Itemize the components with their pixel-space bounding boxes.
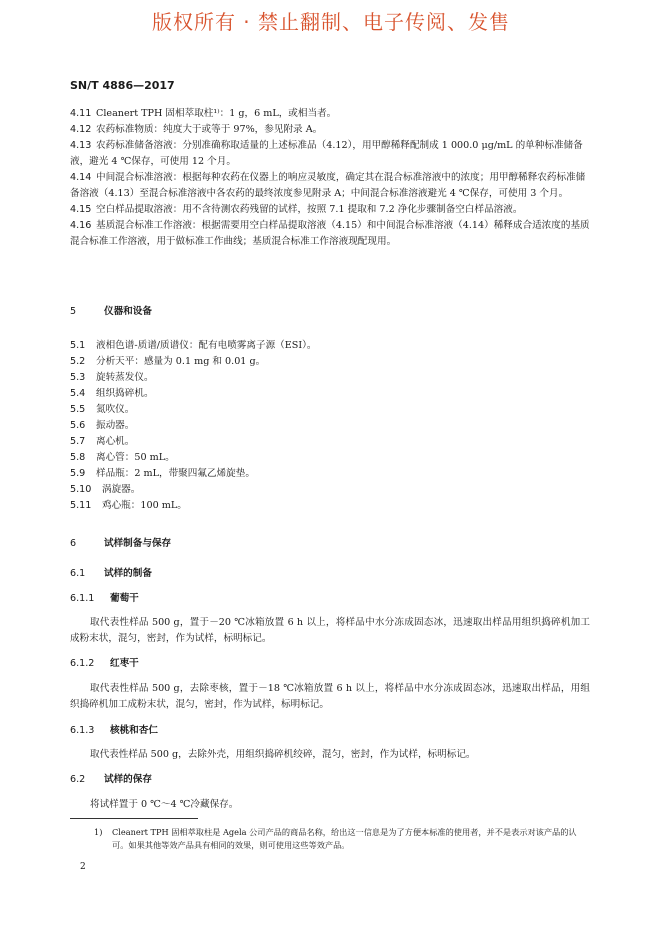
footnote-divider: [70, 818, 198, 819]
section-title: 核桃和杏仁: [110, 725, 158, 736]
clause-5-10: [70, 482, 590, 498]
section-number: 6.1: [70, 568, 86, 579]
clause-text: 鸡心瓶：100 mL。: [102, 500, 187, 511]
section-5-heading: [70, 304, 590, 320]
section-5-items: [70, 338, 590, 514]
clause-number: 5.9: [70, 468, 86, 479]
section-number: 6.1.3: [70, 725, 95, 736]
clause-5-7: [70, 434, 590, 450]
section-number: 6.2: [70, 774, 86, 785]
section-title: 红枣干: [110, 658, 139, 669]
subsection-6-1-heading: [70, 566, 590, 582]
footnote-number: 1): [94, 827, 103, 837]
section-4-items: [70, 106, 590, 250]
section-title: 仪器和设备: [104, 306, 152, 317]
clause-4-15: [70, 202, 590, 218]
footnote-text: Cleanert TPH 固相萃取柱是 Agela 公司产品的商品名称，给出这一信息是为了方便本标准的使用者，并不是表示对该产品的认可。如果其他等效产品具有相同的效果，则可使用这些等效产品。: [112, 827, 577, 850]
clause-number: 5.6: [70, 420, 86, 431]
clause-text: 振动器。: [96, 420, 135, 431]
clause-5-9: [70, 466, 590, 482]
clause-text: 分析天平：感量为 0.1 mg 和 0.01 g。: [96, 356, 266, 367]
clause-number: 5.8: [70, 452, 86, 463]
clause-5-3: [70, 370, 590, 386]
clause-4-11: [70, 106, 590, 122]
clause-number: 4.16: [70, 220, 92, 231]
clause-number: 4.13: [70, 140, 92, 151]
clause-text: 涡旋器。: [102, 484, 141, 495]
clause-5-6: [70, 418, 590, 434]
clause-number: 5.11: [70, 500, 92, 511]
section-title: 试样的制备: [104, 568, 152, 579]
clause-number: 5.4: [70, 388, 86, 399]
paragraph-6-1-3: 取代表性样品 500 g，去除外壳，用组织捣碎机绞碎，混匀，密封，作为试样，标明标记。: [90, 749, 476, 760]
clause-text: 样品瓶：2 mL，带聚四氟乙烯旋垫。: [96, 468, 255, 479]
copyright-watermark: 版权所有 · 禁止翻制、电子传阅、发售: [151, 10, 511, 34]
clause-5-4: [70, 386, 590, 402]
clause-4-12: [70, 122, 590, 138]
page-number: 2: [80, 862, 86, 872]
clause-4-14: [70, 170, 590, 202]
section-title: 试样制备与保存: [104, 538, 172, 549]
clause-text: 中间混合标准溶液：根据每种农药在仪器上的响应灵敏度，确定其在混合标准溶液中的浓度；用甲醇稀释农药标准储备溶液（4.13）至混合标准溶液中各农药的最终浓度参见附录 A；中间混合标准溶液避光 4 ℃保存，可使用 3 个月。: [70, 172, 586, 199]
subsection-6-2-heading: [70, 772, 590, 788]
clause-text: 农药标准储备溶液：分别准确称取适量的上述标准品（4.12），用甲醇稀释配制成 1 000.0 μg/mL 的单种标准储备液，避光 4 ℃保存，可使用 12 个月。: [70, 140, 583, 167]
section-number: 6: [70, 538, 77, 549]
clause-number: 5.10: [70, 484, 92, 495]
subsection-6-1-1-heading: [70, 591, 590, 607]
clause-5-5: [70, 402, 590, 418]
clause-text: 离心管：50 mL。: [96, 452, 175, 463]
clause-number: 5.2: [70, 356, 86, 367]
clause-number: 4.11: [70, 108, 92, 119]
clause-5-8: [70, 450, 590, 466]
paragraph-6-1-2: 取代表性样品 500 g，去除枣核，置于－18 ℃冰箱放置 6 h 以上，将样品中水分冻成固态冰，迅速取出样品，用组织捣碎机加工成粉末状，混匀，密封，作为试样，标明标记。: [70, 683, 590, 710]
clause-text: 旋转蒸发仪。: [96, 372, 154, 383]
clause-text: 离心机。: [96, 436, 135, 447]
footnote: [94, 826, 592, 852]
subsection-6-1-2-heading: [70, 656, 590, 672]
clause-number: 4.12: [70, 124, 92, 135]
subsection-6-1-3-heading: [70, 723, 590, 739]
paragraph-6-1-1: 取代表性样品 500 g，置于－20 ℃冰箱放置 6 h 以上，将样品中水分冻成固态冰，迅速取出样品用组织捣碎机加工成粉末状，混匀，密封，作为试样，标明标记。: [70, 617, 590, 644]
section-number: 5: [70, 306, 77, 317]
section-number: 6.1.1: [70, 593, 95, 604]
section-title: 试样的保存: [104, 774, 152, 785]
clause-text: 氮吹仪。: [96, 404, 135, 415]
clause-number: 4.14: [70, 172, 92, 183]
clause-5-2: [70, 354, 590, 370]
clause-4-13: [70, 138, 590, 170]
section-title: 葡萄干: [110, 593, 139, 604]
clause-text: 组织捣碎机。: [96, 388, 154, 399]
clause-4-16: [70, 218, 590, 250]
clause-number: 5.7: [70, 436, 86, 447]
clause-number: 4.15: [70, 204, 92, 215]
clause-text: 液相色谱-质谱/质谱仪：配有电喷雾离子源（ESI）。: [96, 340, 317, 351]
section-6-heading: [70, 536, 590, 552]
clause-number: 5.1: [70, 340, 86, 351]
paragraph-6-2: 将试样置于 0 ℃～4 ℃冷藏保存。: [90, 799, 239, 810]
clause-number: 5.5: [70, 404, 86, 415]
clause-5-1: [70, 338, 590, 354]
clause-5-11: [70, 498, 590, 514]
clause-text: Cleanert TPH 固相萃取柱¹⁾：1 g，6 mL，或相当者。: [96, 108, 337, 119]
clause-text: 基质混合标准工作溶液：根据需要用空白样品提取溶液（4.15）和中间混合标准溶液（4.14）稀释成合适浓度的基质混合标准工作溶液，用于做标准工作曲线；基质混合标准工作溶液现配现用。: [70, 220, 590, 247]
clause-text: 空白样品提取溶液：用不含待测农药残留的试样，按照 7.1 提取和 7.2 净化步骤制备空白样品溶液。: [96, 204, 523, 215]
clause-text: 农药标准物质：纯度大于或等于 97%，参见附录 A。: [96, 124, 323, 135]
standard-number: SN/T 4886—2017: [70, 79, 175, 92]
section-number: 6.1.2: [70, 658, 95, 669]
clause-number: 5.3: [70, 372, 86, 383]
